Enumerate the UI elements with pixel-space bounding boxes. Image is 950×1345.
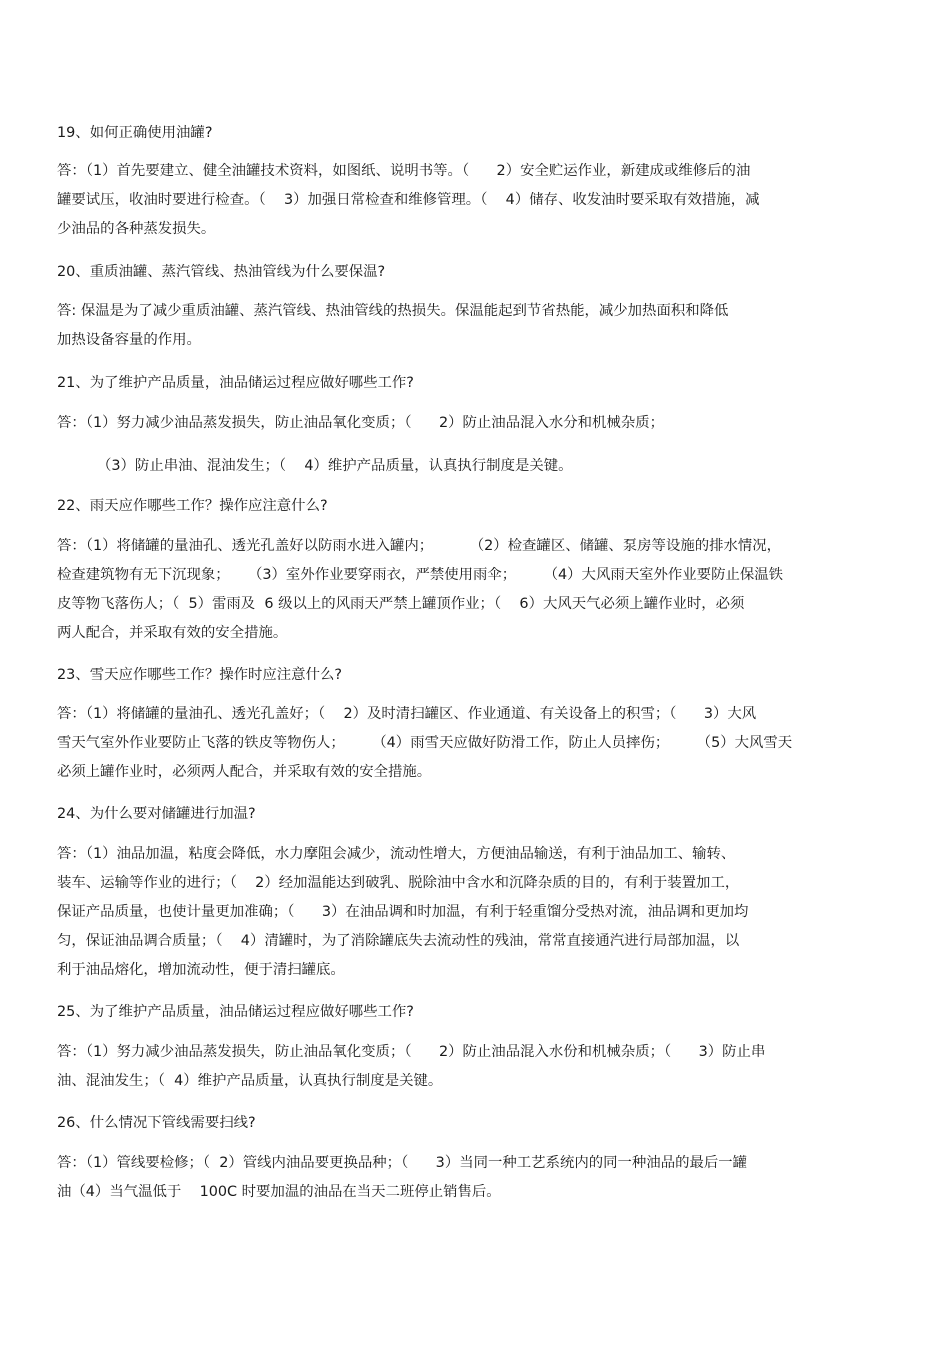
answer-19-line-3: 少油品的各种蒸发损失。 [57,221,216,237]
answer-25-line-1: 答：（1）努力减少油品蒸发损失，防止油品氧化变质；（ 2）防止油品混入水份和机械杂质；（ 3）防止串 [57,1044,766,1060]
question-20: 20、重质油罐、蒸汽管线、热油管线为什么要保温? [57,264,386,280]
answer-22-line-1: 答：（1）将储罐的量油孔、透光孔盖好以防雨水进入罐内； （2）检查罐区、储罐、泵房等设施的排水情况， [57,538,782,554]
question-24: 24、为什么要对储罐进行加温? [57,806,256,822]
answer-24-line-2: 装车、运输等作业的进行；（ 2）经加温能达到破乳、脱除油中含水和沉降杂质的目的，有利于装置加工， [57,875,740,891]
answer-24-line-4: 匀，保证油品调合质量；（ 4）清罐时，为了消除罐底失去流动性的残油，常常直接通汽进行局部加温，以 [57,933,740,949]
question-23: 23、雪天应作哪些工作？操作时应注意什么? [57,667,342,683]
question-21: 21、为了维护产品质量，油品储运过程应做好哪些工作? [57,375,414,391]
answer-19-line-2: 罐要试压，收油时要进行检查。（ 3）加强日常检查和维修管理。（ 4）储存、收发油时要采取有效措施，减 [57,192,760,208]
answer-23-line-1: 答：（1）将储罐的量油孔、透光孔盖好；（ 2）及时清扫罐区、作业通道、有关设备上的积雪；（ 3）大风 [57,706,757,722]
question-19: 19、如何正确使用油罐? [57,125,213,141]
answer-24-line-5: 利于油品熔化，增加流动性，便于清扫罐底。 [57,962,345,978]
answer-20-line-2: 加热设备容量的作用。 [57,332,201,348]
answer-19-line-1: 答：（1）首先要建立、健全油罐技术资料，如图纸、说明书等。（ 2）安全贮运作业，新建成或维修后的油 [57,163,751,179]
answer-25-line-2: 油、混油发生；（ 4）维护产品质量，认真执行制度是关键。 [57,1073,443,1089]
answer-26-line-1: 答：（1）管线要检修；（ 2）管线内油品要更换品种；（ 3）当同一种工艺系统内的同一种油品的最后一罐 [57,1155,748,1171]
answer-23-line-2: 雪天气室外作业要防止飞落的铁皮等物伤人； （4）雨雪天应做好防滑工作，防止人员摔伤； （5）大风雪天 [57,735,793,751]
question-22: 22、雨天应作哪些工作？操作应注意什么? [57,498,328,514]
answer-22-line-3: 皮等物飞落伤人；（ 5）雷雨及 6 级以上的风雨天严禁上罐顶作业；（ 6）大风天气必须上罐作业时，必须 [57,596,745,612]
answer-22-line-4: 两人配合，并采取有效的安全措施。 [57,625,288,641]
answer-26-line-2: 油（4）当气温低于 100C 时要加温的油品在当天二班停止销售后。 [57,1184,501,1200]
answer-20-line-1: 答: 保温是为了减少重质油罐、蒸汽管线、热油管线的热损失。保温能起到节省热能，减少加热面积和降低 [57,303,729,319]
answer-21-line-2: （3）防止串油、混油发生；（ 4）维护产品质量，认真执行制度是关键。 [97,458,573,474]
answer-23-line-3: 必须上罐作业时，必须两人配合，并采取有效的安全措施。 [57,764,432,780]
answer-21-line-1: 答：（1）努力减少油品蒸发损失，防止油品氧化变质；（ 2）防止油品混入水分和机械杂质； [57,415,664,431]
answer-22-line-2: 检查建筑物有无下沉现象； （3）室外作业要穿雨衣，严禁使用雨伞； （4）大风雨天室外作业要防止保温铁 [57,567,784,583]
answer-24-line-1: 答：（1）油品加温，粘度会降低，水力摩阻会减少，流动性增大，方便油品输送，有利于油品加工、输转、 [57,846,736,862]
question-25: 25、为了维护产品质量，油品储运过程应做好哪些工作? [57,1004,414,1020]
answer-24-line-3: 保证产品质量，也使计量更加准确；（ 3）在油品调和时加温，有利于轻重馏分受热对流，油品调和更加均 [57,904,749,920]
question-26: 26、什么情况下管线需要扫线? [57,1115,256,1131]
